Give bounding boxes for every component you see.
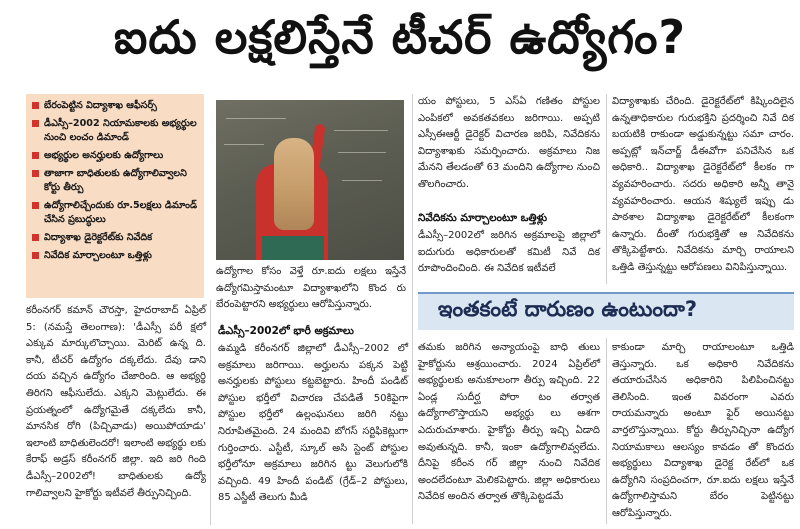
article-column-3b: డీఎస్సీ–2002లో జరిగిన అక్రమాలపై జిల్లాలో ఐదుగురు అధికారులతో కమిటీ నివే దిక రూపొందించింది. ఈ నివేదిక ఇటీవలే (418, 230, 600, 275)
column-divider (210, 300, 211, 525)
chalk-line (226, 118, 286, 119)
article-column-1: కరీంనగర్ కమాన్ చౌరస్తా, హైదరాబాద్ ఏప్రిల్ 5: (నమస్తే తెలంగాణ): 'డీఎస్సీ పరీ క్షలో ఎక్కువ మార్కులొచ్చాయి. మెరిట్ ఉన్న ది. కానీ, టీచర్ ఉద్యోగం దక్కలేదు. దేవు డాని దయ వచ్చిన ఉద్యోగం చేజారింది. ఆ అభ్యర్థి తిరిగని ఆఫీసులేదు. ఎక్కని మెట్లులేదు. ఈ ప్రయత్నంలో ఉద్యోగమైతే దక్కలేదు కానీ, మానసిక రోగి (పిచ్చివాడు) అయిపోయాడు' ఇలాంటి బాధితులెందరో! ఇలాంటి అభ్యర్థు లకు కేరాఫ్ అడ్రస్ కరీంనగర్ జిల్లా. ఇది జరి గింది డీఎస్సీ–2002లో! బాధితులకు ఉద్యో గాలివ్వాలని హైకోర్టు ఇటీవలే తీర్పునిచ్చింది. (26, 305, 206, 499)
highlight-item (32, 99, 198, 113)
bullet-icon (32, 102, 39, 109)
column-divider (606, 338, 607, 524)
column-divider (606, 94, 607, 284)
highlight-item (32, 167, 198, 195)
bullet-icon (32, 202, 39, 209)
highlight-text: నివేదిక మార్చాలంటూ ఒత్తిళ్లు (44, 250, 152, 261)
highlight-item (32, 117, 198, 145)
article-column-2: ఉమ్మడి కరీంనగర్ జిల్లాలో డీఎస్సీ–2002 లో అక్రమాలు జరిగాయి. అర్హులను పక్కన పెట్టి అనర్హులకు పోస్టులు కట్టబెట్టారు. హిందీ పండిట్ పోస్టుల భర్తీలో విచారణ చేపడితే 50కిపైగా పోస్టుల భర్తీలో ఉల్లంఘనలు జరిగి నట్టు నిరూపితమైంది. 24 మందివి బోగస్ సర్టిఫికెట్లుగా గుర్తించారు. ఎస్టీటీ, స్కూల్ అసి స్టెంట్ పోస్టుల భర్తీలోనూ అక్రమాలు జరిగిన ట్టు వెలుగులోకి వచ్చింది. 49 హిందీ పండిట్ (గ్రేడ్–2 పోస్టులు, 85 ఎస్జీటీ తెలుగు మీడి (218, 343, 408, 504)
highlight-item (32, 249, 198, 263)
highlight-text: డీఎస్సీ–2002 నియామకాలకు అభ్యర్థుల నుంచి లంచం డిమాండ్ (44, 118, 197, 143)
article-column-4: విద్యాశాఖకు చేరింది. డైరెక్టరేట్‌లో కిష్కిందిలైన ఉన్నతాధికారుల గురుభక్తిని ప్రదర్శించి నివే దిక బయటికి రాకుండా అడ్డుకున్నట్టు సమా చారం. అప్పట్లో ఇన్‌చార్జ్ డీఈవోగా పనిచేసిన ఒక అధికారి.. విద్యాశాఖ డైరెక్టరేట్‌లో కీలకం గా వ్యవహరించారు. సదరు అధికారి అన్నీ తానై వ్యవహరించారు. ఆయన శిష్యులే ఇప్పు డు పాఠశాల విద్యాశాఖ డైరెక్టరేట్‌లో కీలకంగా ఉన్నారు. దీంతో గురుభక్తితో ఆ నివేదికను తొక్కిపెట్టేశారు. నివేదికను మార్చి రాయాలని ఒత్తిడి తెస్తున్నట్టు ఆరోపణలు వినిపిస్తున్నాయి. (612, 96, 794, 273)
bullet-icon (32, 152, 39, 159)
subheading-irregularities: డీఎస్సీ–2002లో భారీ అక్రమాలు (218, 325, 354, 337)
highlight-item (32, 199, 198, 227)
chalk-line (342, 180, 382, 181)
chalk-line (224, 144, 264, 145)
headline: ఐదు లక్షలిస్తేనే టీచర్ ఉద్యోగం? (0, 0, 800, 86)
photo-caption: ఉద్యోగాల కోసం వెళ్తే రూ.ఐదు లక్షలు ఇస్తేనే ఉద్యోగమిస్తామంటూ విద్యాశాఖలోని కొంద రు బేరంపెట్టారని అభ్యర్థులు ఆరోపిస్తున్నారు. (216, 266, 406, 311)
article-column-3: యం పోస్టులు, 5 ఎస్ఏ గణితం పోస్టుల ఎంపికలో అవకతవకలు జరిగాయి. అప్పటి ఎస్సీఈఆర్టీ డైరెక్టర్ విచారణ జరిపి, నివేదికను విద్యాశాఖకు సమర్పించారు. అక్రమాలు నిజ మేనని తేలడంతో 63 మందిని ఉద్యోగాల నుంచి తొలగించారు. (418, 96, 600, 190)
chalk-line (334, 130, 388, 131)
box-column-2: కాకుండా మార్చి రాయాలంటూ ఒత్తిడి తెస్తున్నారు. ఒక అధికారి నివేదికను తయారుచేసిన అధికారిని పిలిపించినట్టు తెలిసింది. ఇంత వివరంగా ఎవరు రాయమన్నారు అంటూ ఫైర్ అయినట్టు వార్తలొస్తున్నాయి. కోర్టు తీర్పునిచ్చినా ఉద్యోగ నియామకాలు ఆలస్యం కావడం తో కొందరు అభ్యర్థులు విద్యాశాఖ డైరెక్ట రేట్‌లో ఒక ఉద్యోగిని సంప్రదించగా, రూ.ఐదు లక్షలు ఇస్తేనే ఉద్యోగాలిస్తామని బేరం పెట్టినట్టు ఆరోపిస్తున్నారు. (612, 342, 794, 519)
box-column-1: తమకు జరిగిన అన్యాయంపై బాధి తులు హైకోర్టును ఆశ్రయించారు. 2024 ఏప్రిల్‌లో అభ్యర్థులకు అనుకూలంగా తీర్పు ఇచ్చింది. 22 ఏండ్ల సుదీర్ఘ పోరా టం తర్వాత ఉద్యోగాలొస్తాయని అభ్యర్థు లు ఆశగా ఎదురుచూశారు. హైకోర్టు తీర్పు ఇచ్చి ఏడాది అవుతున్నది. కానీ, ఇంకా ఉద్యోగాలివ్వలేదు. దీనిపై కరీంన గర్ జిల్లా నుంచి నివేదిక అందలేదంటూ మెలికపెట్టారు. జిల్లా అధికారులు నివేదిక అందిన తర్వాత తొక్కిపెట్టడమే (418, 342, 600, 503)
bullet-icon (32, 234, 39, 241)
column-divider (412, 94, 413, 524)
box-heading: ఇంతకంటే దారుణం ఉంటుందా? (418, 292, 794, 330)
highlight-item (32, 231, 198, 245)
bullet-icon (32, 120, 39, 127)
highlight-text: ఉద్యోగాలిచ్చేందుకు రూ.5లక్షలు డిమాండ్ చేసిన ప్రబుద్ధులు (44, 200, 198, 225)
chalk-line (338, 152, 386, 153)
highlight-text: విద్యాశాఖ డైరెక్టరేట్‌కు నివేదిక (44, 232, 153, 243)
teacher-photo (216, 100, 404, 260)
bullet-icon (32, 170, 39, 177)
student-skirt (262, 236, 324, 260)
bullet-icon (32, 252, 39, 259)
highlight-text: అభ్యర్థుల అనర్హులకు ఉద్యోగాలు (44, 150, 164, 161)
highlight-text: తాజాగా బాధితులకు ఉద్యోగాలివ్వాలని కోర్టు తీర్పు (44, 168, 187, 193)
subheading-report-pressure: నివేదికను మార్చాలంటూ ఒత్తిళ్లు (418, 212, 548, 224)
student-hair (274, 138, 314, 230)
highlight-item (32, 149, 198, 163)
highlights-box (26, 94, 204, 298)
highlight-text: బేరంపెట్టిన విద్యాశాఖ ఆఫీసర్స్ (44, 100, 157, 111)
